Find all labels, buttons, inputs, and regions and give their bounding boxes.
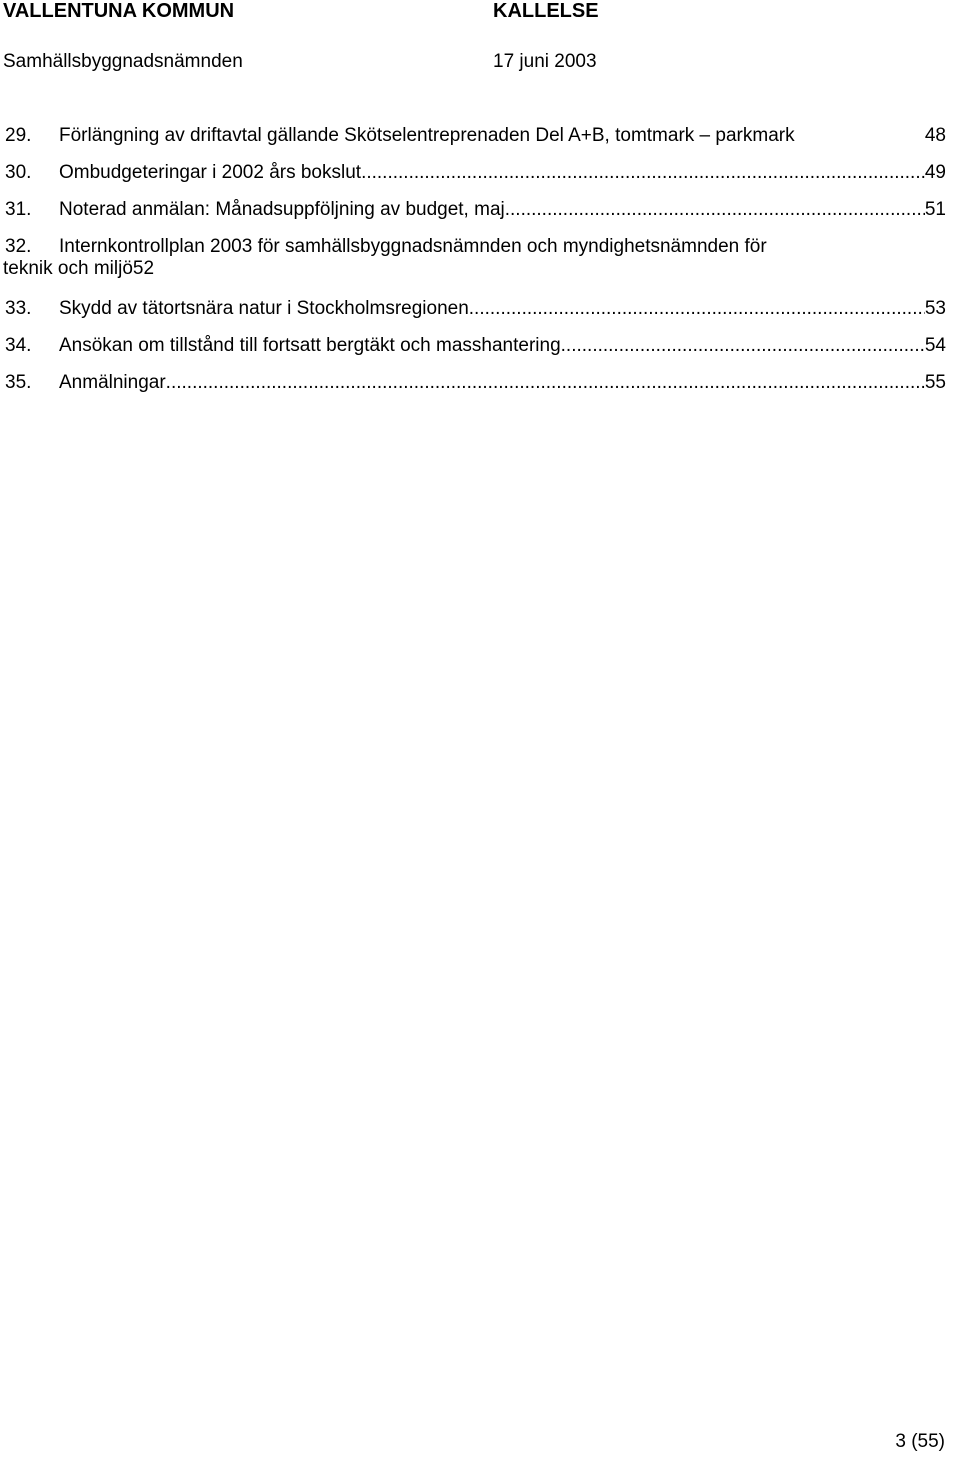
toc-entry-title-line2: teknik och miljö	[3, 258, 133, 279]
toc-entry-30[interactable]	[0, 154, 960, 191]
toc-entry-35[interactable]	[0, 364, 960, 401]
toc-entry-number: 33.	[5, 298, 32, 319]
toc-entry-title: Förlängning av driftavtal gällande Skötselentreprenaden Del A+B, tomtmark – parkmark	[59, 125, 795, 146]
committee-name: Samhällsbyggnadsnämnden	[3, 51, 243, 72]
toc-entry-title: Noterad anmälan: Månadsuppföljning av budget, maj	[59, 199, 505, 220]
header-row-top	[0, 0, 960, 26]
toc-leader-dots	[361, 154, 925, 191]
document-date: 17 juni 2003	[493, 51, 597, 72]
header-row-bottom	[0, 51, 960, 77]
toc-leader-dots	[505, 191, 925, 228]
toc-entry-page: 55	[924, 372, 946, 393]
toc-leader-dots	[166, 364, 925, 401]
toc-entry-page: 51	[924, 199, 946, 220]
toc-entry-page: 54	[924, 335, 946, 356]
toc-entry-number: 31.	[5, 199, 32, 220]
toc-entry-page: 48	[924, 125, 946, 146]
toc-entry-34[interactable]	[0, 327, 960, 364]
toc-entry-29[interactable]	[0, 117, 960, 154]
toc-entry-title: Ansökan om tillstånd till fortsatt bergtäkt och masshantering	[59, 335, 561, 356]
toc-entry-title: Ombudgeteringar i 2002 års bokslut	[59, 162, 362, 183]
toc-entry-title: Skydd av tätortsnära natur i Stockholmsregionen	[59, 298, 469, 319]
toc-entry-page: 52	[132, 258, 155, 279]
toc-entry-number: 34.	[5, 335, 32, 356]
toc-entry-title: Anmälningar	[59, 372, 166, 393]
toc-entry-title-line1: Internkontrollplan 2003 för samhällsbyggnadsnämnden och myndighetsnämnden för	[59, 236, 767, 257]
toc-leader-dots	[469, 290, 925, 327]
page-number-footer: 3 (55)	[895, 1431, 945, 1452]
toc-leader-dots	[561, 327, 925, 364]
toc-entry-number: 30.	[5, 162, 32, 183]
toc-entry-number: 29.	[5, 125, 32, 146]
toc-entry-page: 49	[924, 162, 946, 183]
toc-entry-number: 35.	[5, 372, 32, 393]
toc-entry-page: 53	[924, 298, 946, 319]
toc-entry-number: 32.	[5, 236, 32, 257]
document-type: KALLELSE	[493, 0, 599, 22]
toc-entry-33[interactable]	[0, 290, 960, 327]
toc-entry-31[interactable]	[0, 191, 960, 228]
municipality-name: VALLENTUNA KOMMUN	[3, 0, 235, 22]
